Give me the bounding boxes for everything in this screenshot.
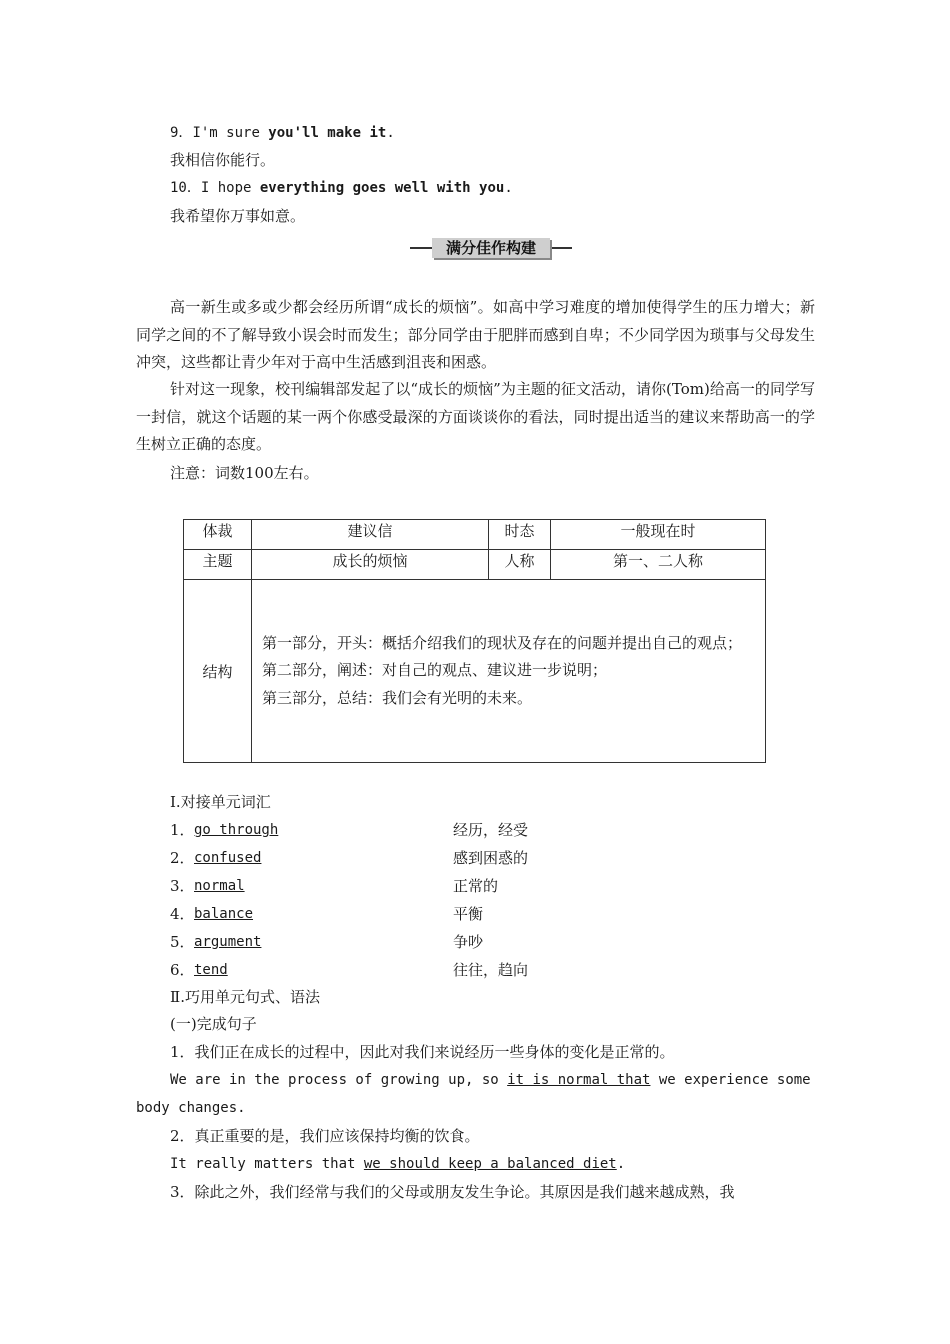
prompt-paragraph-1: 高一新生或多或少都会经历所谓“成长的烦恼”。如高中学习难度的增加使得学生的压力增大；新同学之间的不了解导致小误会时而发生；部分同学由于肥胖而感到自卑；不少同学因为琐事与父母发生冲突，这些都让青少年对于高中生活感到沮丧和困惑。 (136, 298, 815, 372)
section-2-title: Ⅱ.巧用单元句式、语法 (170, 988, 320, 1006)
banner-title: 满分佳作构建 (445, 239, 536, 257)
section-1-title: Ⅰ.对接单元词汇 (170, 793, 271, 811)
vocab-num-2: 2． (170, 849, 195, 867)
vocab-num-3: 3． (170, 877, 195, 895)
sentence-1-en-cont: body changes. (136, 1100, 246, 1116)
vocab-meaning-6: 往往，趋向 (453, 961, 529, 979)
prompt-paragraph-2: 针对这一现象，校刊编辑部发起了以“成长的烦恼”为主题的征文活动，请你(Tom)给高一的同学写一封信，就这个话题的某一两个你感受最深的方面谈谈你的看法，同时提出适当的建议来帮助高一的学生树立正确的态度。 (136, 380, 815, 454)
sentence-1-en: We are in the process of growing up, so it is normal that we experience some (170, 1072, 811, 1088)
vocab-num-6: 6． (170, 961, 195, 979)
vocab-word-6: tend (194, 962, 228, 978)
structure-part-1: 第一部分，开头：概括介绍我们的现状及存在的问题并提出自己的观点； (262, 633, 743, 652)
person-value: 第一、二人称 (551, 550, 766, 580)
phrase-10: 10．I hope everything goes well with you. (170, 180, 513, 196)
vocab-word-3: normal (194, 878, 245, 894)
sentence-2-zh: 2．真正重要的是，我们应该保持均衡的饮食。 (170, 1127, 480, 1145)
sentence-3-zh: 3．除此之外，我们经常与我们的父母或朋友发生争论。其原因是我们越来越成熟，我 (170, 1183, 735, 1201)
vocab-meaning-2: 感到困惑的 (453, 849, 529, 867)
person-label: 人称 (489, 550, 551, 580)
vocab-meaning-4: 平衡 (453, 905, 484, 923)
topic-value: 成长的烦恼 (252, 550, 489, 580)
vocab-word-5: argument (194, 934, 262, 950)
tense-label: 时态 (489, 520, 551, 550)
structure-label: 结构 (184, 580, 252, 763)
structure-part-2: 第二部分，阐述：对自己的观点、建议进一步说明； (262, 661, 608, 680)
tense-value: 一般现在时 (551, 520, 766, 550)
writing-info-table (183, 519, 766, 763)
sentence-1-zh: 1．我们正在成长的过程中，因此对我们来说经历一些身体的变化是正常的。 (170, 1043, 675, 1061)
phrase-9: 9．I'm sure you'll make it. (170, 125, 395, 141)
vocab-num-5: 5． (170, 933, 195, 951)
vocab-meaning-1: 经历，经受 (453, 821, 529, 839)
vocab-num-1: 1． (170, 821, 195, 839)
vocab-meaning-5: 争吵 (453, 933, 484, 951)
genre-value: 建议信 (252, 520, 489, 550)
vocab-word-2: confused (194, 850, 262, 866)
sentence-1-answer: it is normal that (507, 1072, 651, 1088)
phrase-9-translation: 我相信你能行。 (170, 151, 276, 169)
section-banner (410, 236, 572, 260)
structure-content (252, 580, 766, 763)
topic-label: 主题 (184, 550, 252, 580)
prompt-note: 注意：词数100左右。 (170, 464, 319, 482)
sentence-2-answer: we should keep a balanced diet (363, 1156, 617, 1172)
vocab-meaning-3: 正常的 (453, 877, 499, 895)
vocab-word-1: go through (194, 822, 279, 838)
genre-label: 体裁 (184, 520, 252, 550)
vocab-num-4: 4． (170, 905, 195, 923)
phrase-10-translation: 我希望你万事如意。 (170, 207, 306, 225)
vocab-word-4: balance (194, 906, 254, 922)
section-2-subtitle: (一)完成句子 (170, 1015, 257, 1033)
structure-part-3: 第三部分，总结：我们会有光明的未来。 (262, 688, 533, 707)
sentence-2-en: It really matters that we should keep a balanced diet. (170, 1156, 626, 1172)
